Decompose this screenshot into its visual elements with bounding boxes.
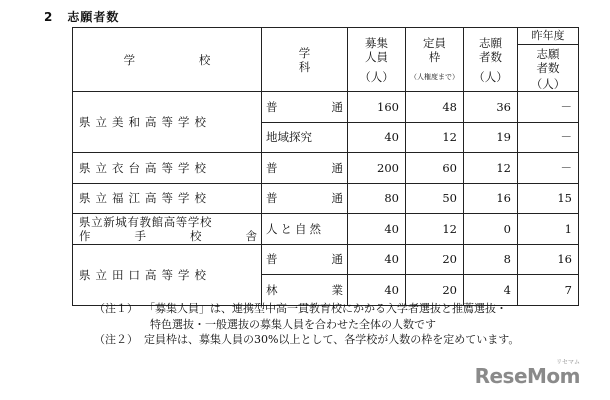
school-name [73, 214, 262, 245]
table-row [73, 183, 579, 214]
applicants-cell: 8 [464, 244, 518, 275]
header-prev-unit: （人） [530, 77, 566, 91]
capacity-cell: 80 [348, 183, 406, 214]
header-prev [518, 28, 579, 92]
quota-cell: 60 [406, 153, 464, 184]
table-row [73, 92, 579, 123]
section-heading [44, 8, 119, 25]
dept-name: 普 通 [262, 183, 348, 214]
capacity-cell: 200 [348, 153, 406, 184]
header-prev-top: 昨年度 [518, 28, 578, 45]
applicants-cell: 36 [464, 92, 518, 123]
prev-cell: 7 [518, 275, 579, 306]
section-title: 志願者数 [67, 10, 120, 24]
footnote-text: 定員枠は、募集人員の30%以上として、各学校が人数の枠を定めています。 [144, 333, 520, 346]
quota-cell: 20 [406, 275, 464, 306]
applicants-cell: 19 [464, 122, 518, 153]
capacity-cell: 40 [348, 244, 406, 275]
dept-name: 普 通 [262, 153, 348, 184]
footnote-tag: （注２） [94, 333, 138, 346]
header-capacity-label: 募集人員 [365, 35, 388, 64]
logo-ruby: リセマム [556, 359, 580, 366]
header-quota-label: 定員枠 [423, 35, 446, 64]
dept-name: 人と自然 [262, 214, 348, 245]
school-name: 県立美和高等学校 [73, 92, 262, 153]
school-name: 県立衣台高等学校 [73, 153, 262, 184]
logo-text: ReseMom [474, 364, 580, 388]
applicants-cell: 4 [464, 275, 518, 306]
prev-cell: － [518, 153, 579, 184]
table-row [73, 153, 579, 184]
footnote-1 [94, 301, 519, 317]
footnote-tag: （注１） [94, 302, 138, 315]
footnote-2 [94, 332, 519, 348]
dept-name: 普 通 [262, 244, 348, 275]
table-header-row [73, 28, 579, 92]
prev-cell: 15 [518, 183, 579, 214]
header-quota-unit: （人権度まで） [410, 72, 459, 81]
table-row [73, 214, 579, 245]
dept-name: 林 業 [262, 275, 348, 306]
applicants-cell: 0 [464, 214, 518, 245]
capacity-cell: 40 [348, 275, 406, 306]
prev-cell: 16 [518, 244, 579, 275]
dept-name: 普 通 [262, 92, 348, 123]
school-name-line1: 県立新城有教館高等学校 [79, 214, 213, 229]
applicants-table [72, 27, 579, 306]
header-applicants-unit: （人） [473, 69, 508, 84]
header-prev-label: 志願者数 [536, 47, 560, 75]
header-applicants [464, 28, 518, 92]
footnote-text: 特色選抜・一般選抜の募集人員を合わせた全体の人数です [150, 317, 436, 331]
header-capacity [348, 28, 406, 92]
quota-cell: 12 [406, 214, 464, 245]
section-number: 2 [44, 10, 54, 24]
table-row [73, 244, 579, 275]
resemom-logo [474, 359, 580, 388]
header-quota [406, 28, 464, 92]
capacity-cell: 160 [348, 92, 406, 123]
quota-cell: 12 [406, 122, 464, 153]
footnote-1-cont [94, 317, 519, 333]
header-dept: 学 科 [262, 28, 348, 92]
header-school: 学 校 [73, 28, 262, 92]
footnote-text: 「募集人員」は、連携型中高一貫教育校にかかる入学者選抜と推薦選抜・ [144, 302, 507, 315]
applicants-cell: 12 [464, 153, 518, 184]
header-capacity-unit: （人） [359, 69, 394, 84]
prev-cell: － [518, 92, 579, 123]
capacity-cell: 40 [348, 214, 406, 245]
quota-cell: 48 [406, 92, 464, 123]
prev-cell: － [518, 122, 579, 153]
school-name: 県立田口高等学校 [73, 244, 262, 305]
applicants-cell: 16 [464, 183, 518, 214]
prev-cell: 1 [518, 214, 579, 245]
capacity-cell: 40 [348, 122, 406, 153]
footnotes [94, 301, 519, 348]
quota-cell: 20 [406, 244, 464, 275]
school-name: 県立福江高等学校 [73, 183, 262, 214]
quota-cell: 50 [406, 183, 464, 214]
school-name-line2: 作 手 校 舎 [79, 228, 257, 243]
header-applicants-label: 志願者数 [479, 35, 502, 64]
dept-name: 地域探究 [262, 122, 348, 153]
